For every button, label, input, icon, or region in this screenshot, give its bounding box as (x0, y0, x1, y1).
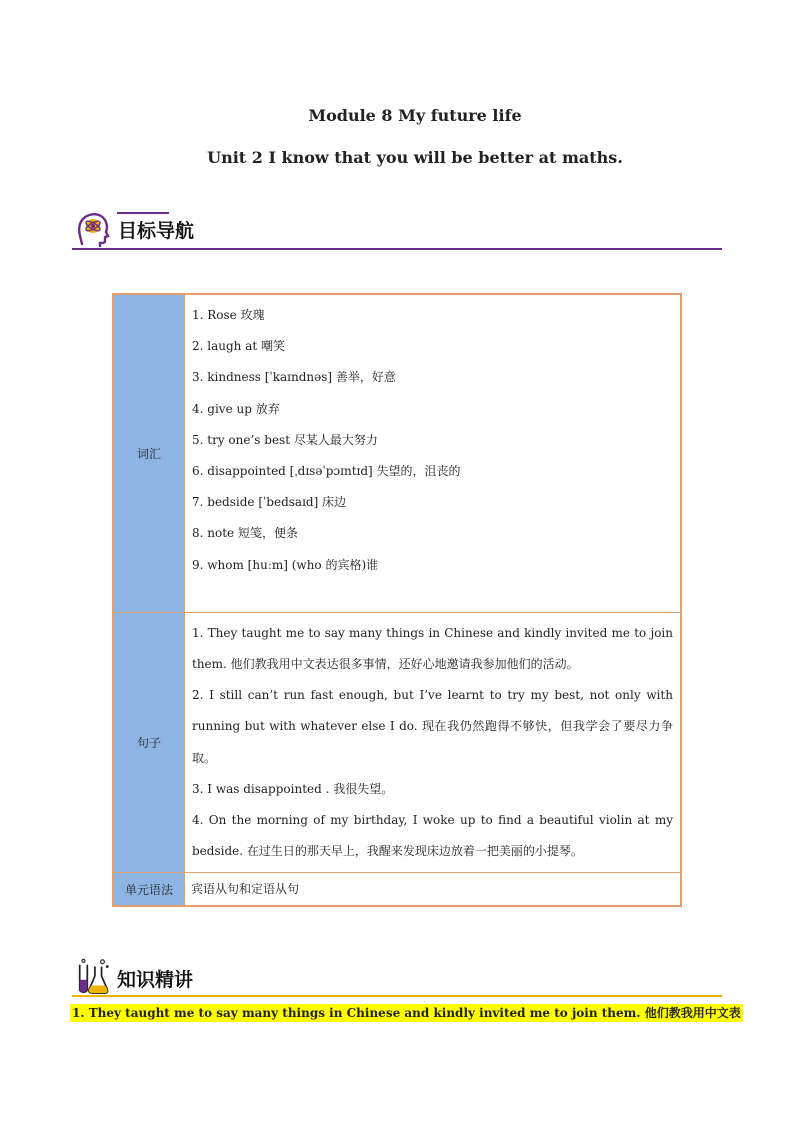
highlighted-sentence: 1. They taught me to say many things in Chinese and kindly invited me to join them. 他们教我用中文表 (72, 1006, 741, 1020)
vocab-row (113, 294, 681, 612)
section-header-goals (72, 210, 722, 250)
module-title: Module 8 My future life (308, 106, 522, 125)
vocab-item: 3. kindness [ˈkaɪndnəs] 善举，好意 (192, 370, 396, 385)
vocab-label: 词汇 (113, 294, 185, 612)
sentence-item: 4. On the morning of my birthday, I woke up to find a beautiful violin at my bedside. 在过生日的那天早上，我醒来发现床边放着一把美丽的小提琴。 (192, 812, 673, 859)
vocab-item: 4. give up 放弃 (192, 401, 280, 416)
sentence-item: 2. I still can’t run fast enough, but I’ve learnt to try my best, not only with running but with whatever else I do. 现在我仍然跑得不够快，但我学会了要尽力争取。 (192, 688, 673, 765)
sentence-item: 1. They taught me to say many things in Chinese and kindly invited me to join them. 他们教我用中文表达很多事情，还好心地邀请我参加他们的活动。 (192, 625, 673, 671)
grammar-value: 宾语从句和定语从句 (185, 873, 682, 907)
vocab-item: 5. try one’s best 尽某人最大努力 (192, 432, 378, 447)
vocab-item: 2. laugh at 嘲笑 (192, 339, 286, 354)
sentence-row (113, 612, 681, 873)
vocab-item: 9. whom [huːm] (who 的宾格)谁 (192, 557, 379, 572)
header-overline (117, 212, 169, 214)
vocab-item: 7. bedside [ˈbedsaɪd] 床边 (192, 495, 347, 510)
vocab-item: 6. disappointed [ˌdɪsəˈpɔɪntɪd] 失望的，沮丧的 (192, 463, 461, 478)
vocab-item: 8. note 短笺，便条 (192, 526, 298, 541)
sentence-label: 句子 (113, 612, 185, 873)
vocab-item: 1. Rose 玫瑰 (192, 308, 265, 322)
section-divider (72, 995, 722, 997)
section-title: 知识精讲 (117, 969, 194, 991)
section-divider (72, 248, 722, 250)
unit-title: Unit 2 I know that you will be better at maths. (207, 148, 623, 167)
summary-table (112, 293, 682, 907)
brain-head-icon (74, 210, 112, 248)
grammar-label: 单元语法 (113, 873, 185, 907)
grammar-row (113, 873, 681, 907)
lab-flask-icon (74, 957, 112, 995)
section-header-knowledge (72, 955, 722, 997)
sentence-cell (185, 612, 682, 873)
vocab-cell (185, 294, 682, 612)
sentence-item: 3. I was disappointed . 我很失望。 (192, 781, 394, 796)
section-title: 目标导航 (118, 220, 195, 242)
